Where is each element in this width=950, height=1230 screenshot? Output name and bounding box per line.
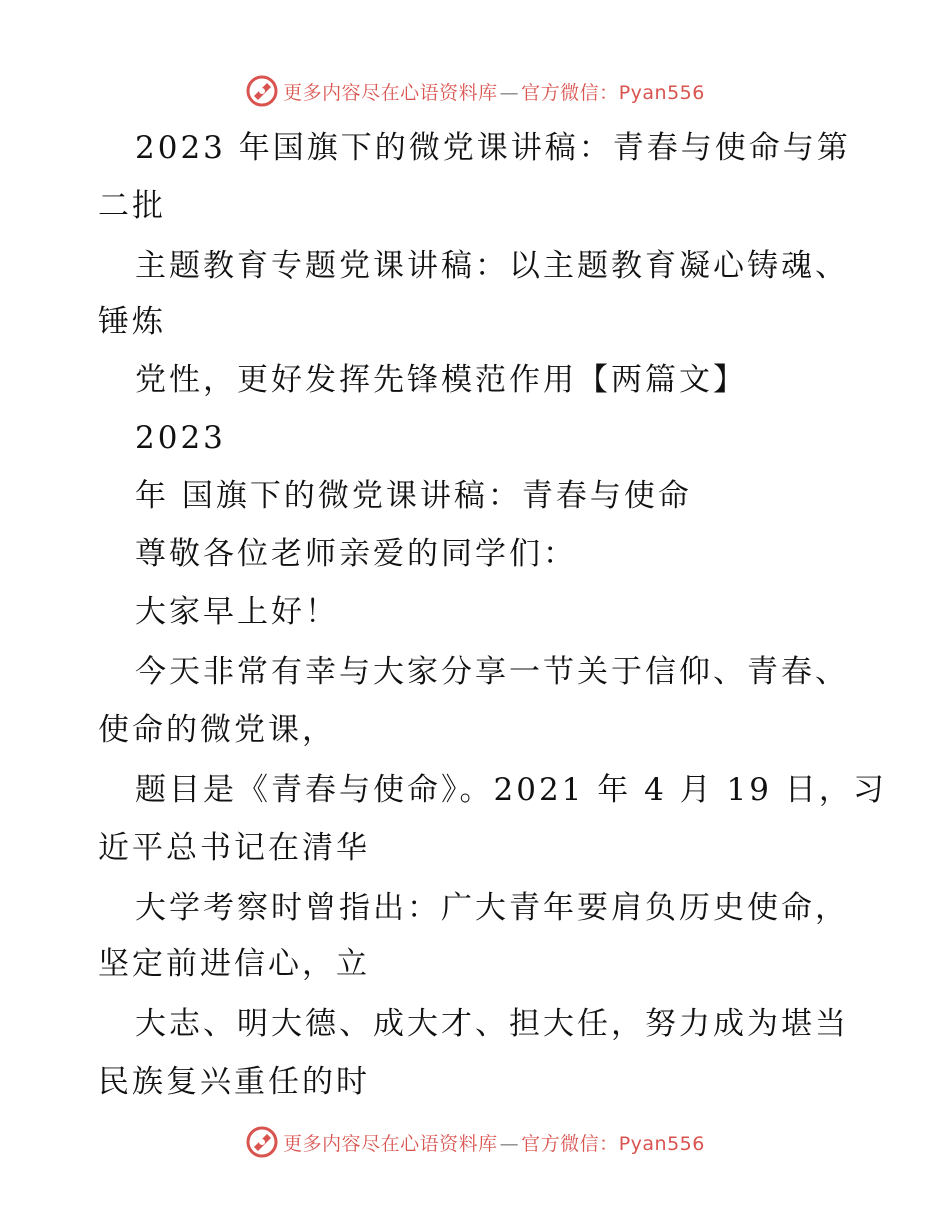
watermark-text: 更多内容尽在心语资料库 — 官方微信：Pyan556 bbox=[283, 81, 705, 104]
text-line: 大志、明大德、成大才、担大任，努力成为堪当 bbox=[135, 1006, 849, 1042]
text-line: 锤炼 bbox=[98, 304, 166, 340]
watermark-footer bbox=[0, 1122, 950, 1162]
text-line: 大学考察时曾指出：广大青年要肩负历史使命， bbox=[135, 890, 849, 926]
watermark-logo-icon bbox=[245, 74, 279, 108]
text-line: 尊敬各位老师亲爱的同学们： bbox=[135, 536, 577, 572]
text-line: 2023 bbox=[135, 420, 226, 456]
text-line: 党性，更好发挥先锋模范作用【两篇文】 bbox=[135, 362, 747, 398]
watermark-logo-icon bbox=[245, 1125, 279, 1159]
text-line: 2023 年国旗下的微党课讲稿：青春与使命与第 bbox=[135, 130, 851, 166]
watermark-header bbox=[0, 71, 950, 111]
text-line: 题目是《青春与使命》。2021 年 4 月 19 日，习 bbox=[135, 772, 887, 808]
text-line: 大家早上好！ bbox=[135, 594, 339, 630]
text-line: 近平总书记在清华 bbox=[98, 830, 370, 866]
text-line: 民族复兴重任的时 bbox=[98, 1064, 370, 1100]
text-line: 使命的微党课， bbox=[98, 712, 336, 748]
text-line: 年 国旗下的微党课讲稿：青春与使命 bbox=[135, 478, 692, 514]
text-line: 今天非常有幸与大家分享一节关于信仰、青春、 bbox=[135, 654, 849, 690]
watermark-text: 更多内容尽在心语资料库 — 官方微信：Pyan556 bbox=[283, 1132, 705, 1155]
text-line: 坚定前进信心，立 bbox=[98, 946, 370, 982]
text-line: 主题教育专题党课讲稿：以主题教育凝心铸魂、 bbox=[135, 248, 849, 284]
text-line: 二批 bbox=[98, 188, 166, 224]
